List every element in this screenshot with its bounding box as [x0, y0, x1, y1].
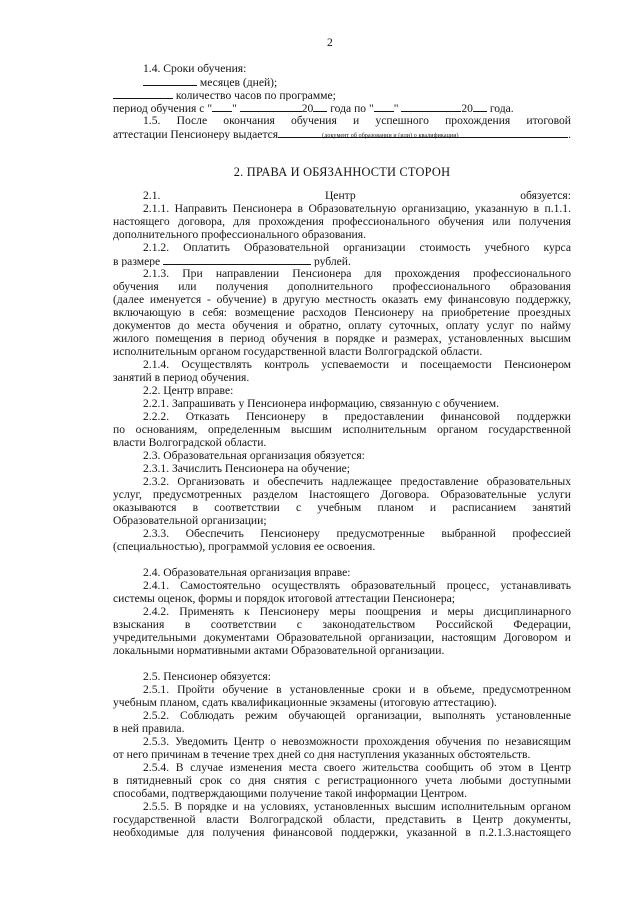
months-blank	[143, 75, 197, 86]
page-number: 2	[327, 36, 333, 49]
body-line: в пятидневный срок со дня снятия с регистрационного учета любыми доступными	[113, 774, 571, 787]
hours-line: количество часов по программе;	[113, 88, 571, 101]
body-line: исполнительным органом государственной власти Волгоградской области.	[113, 345, 483, 358]
body-line: Образовательной организации;	[113, 514, 267, 527]
body-line: способами, подтверждающими получение такой информации Центром.	[113, 787, 467, 800]
body-line: 2.1.2. Оплатить Образовательной организации стоимость учебного курса	[143, 241, 571, 254]
body-line: включающую в себя: возмещение расходов Пенсионеру на приобретение проездных	[113, 306, 571, 319]
body-line: необходимые для получения финансовой поддержки, указанной в п.2.1.3.настоящего	[113, 826, 571, 839]
body-line: от него причинам в течение трех дней со дня наступления указанных обстоятельств.	[113, 748, 531, 761]
body-line: государственной власти Волгоградской области, представить в Центр документы,	[113, 813, 571, 826]
clause-1-4: 1.4. Сроки обучения:	[143, 62, 247, 75]
body-line: 2.5.2. Соблюдать режим обучающей организации, выполнять установленные	[143, 709, 571, 722]
body-line: 2.2.1. Запрашивать у Пенсионера информацию, связанную с обучением.	[143, 397, 500, 410]
body-line: по основаниям, определенным высшим исполнительным органом государственной	[113, 423, 571, 436]
body-line: 2.3.2. Организовать и обеспечить надлежащее предоставление образовательных	[143, 475, 571, 488]
body-line: 2.4.2. Применять к Пенсионеру меры поощрения и меры дисциплинарного	[143, 605, 571, 618]
body-line: взыскания в соответствии с законодательством Российской Федерации,	[113, 618, 571, 631]
body-line: 2.2. Центр вправе:	[143, 384, 234, 397]
body-line: дополнительного профессионального образования.	[113, 228, 366, 241]
body-line: учредительными документами Образовательной организации, настоящим Договором и	[113, 631, 571, 644]
body-line: 2.4.1. Самостоятельно осуществлять образовательный процесс, устанавливать	[143, 579, 571, 592]
body-line: 2.1. Центр обязуется:	[143, 189, 571, 202]
body-line: 2.3. Образовательная организация обязуется:	[143, 449, 365, 462]
months-line: месяцев (дней);	[113, 75, 571, 88]
certificate-line: аттестации Пенсионеру выдается (документ об образовании и (или) о квалификации) .	[113, 128, 571, 140]
body-line: 2.5.3. Уведомить Центр о невозможности прохождения обучения по независящим	[143, 735, 571, 748]
document-blank	[278, 127, 568, 138]
body-line: 2.5. Пенсионер обязуется:	[143, 670, 271, 683]
section-2-heading: 2. ПРАВА И ОБЯЗАННОСТИ СТОРОН	[233, 165, 451, 179]
body-line: настоящего договора, для прохождения профессионального обучения или получения	[113, 215, 571, 228]
document-note: (документ об образовании и (или) о квалификации)	[322, 133, 459, 139]
body-line: 2.3.1. Зачислить Пенсионера на обучение;	[143, 462, 351, 475]
body-line: 2.2.2. Отказать Пенсионеру в предоставлении финансовой поддержки	[143, 410, 571, 423]
period-line: период обучения с " " 20 года по " " 20 года.	[113, 102, 514, 114]
body-line: (далее именуется - обучение) в другую местность оказать ему финансовую поддержку,	[113, 293, 571, 306]
body-line: (специальностью), программой условия ее освоения.	[113, 540, 376, 553]
body-line: 2.5.1. Пройти обучение в установленные сроки и в объеме, предусмотренном	[143, 683, 571, 696]
body-line: власти Волгоградской области.	[113, 436, 267, 449]
course-cost-line: в размере рублей.	[113, 255, 351, 267]
paragraph-gap	[113, 553, 571, 566]
body-line: услуг, предусмотренных разделом Iнастоящего Договора. Образовательные услуги	[113, 488, 571, 501]
body-line: 2.4. Образовательная организация вправе:	[143, 566, 351, 579]
clause-1-5: 1.5. После окончания обучения и успешного прохождения итоговой	[143, 114, 571, 127]
body-line: локальными нормативными актами Образовательной организации.	[113, 644, 445, 657]
amount-blank	[163, 254, 311, 265]
body-line: документов до места обучения и обратно, оплату суточных, оплату услуг по найму	[113, 319, 571, 332]
body-line: жилого помещения в период обучения в порядке и размерах, установленных высшим	[113, 332, 571, 345]
body-line: обучения или получения дополнительного профессионального образования	[113, 280, 571, 293]
body-line: 2.3.3. Обеспечить Пенсионеру предусмотренные выбранной профессией	[143, 527, 571, 540]
paragraph-gap	[113, 657, 571, 670]
section-2-body	[113, 189, 571, 839]
body-line: 2.5.5. В порядке и на условиях, установленных высшим исполнительным органом	[143, 800, 571, 813]
body-line: в ней правила.	[113, 722, 185, 735]
section-1-tail	[113, 62, 571, 140]
body-line: 2.5.4. В случае изменения места своего жительства сообщить об этом в Центр	[143, 761, 571, 774]
hours-blank	[113, 88, 173, 99]
body-line: системы оценок, формы и порядок итоговой аттестации Пенсионера;	[113, 592, 456, 605]
body-line: занятий в период обучения.	[113, 371, 250, 384]
body-line: 2.1.1. Направить Пенсионера в Образовательную организацию, указанную в п.1.1.	[143, 202, 571, 215]
body-line: оказываются в соответствии с учебным планом и расписанием занятий	[113, 501, 571, 514]
body-line: учебным планом, сдать квалификационные экзамены (итоговую аттестацию).	[113, 696, 497, 709]
body-line: 2.1.3. При направлении Пенсионера для прохождения профессионального	[143, 267, 571, 280]
body-line: 2.1.4. Осуществлять контроль успеваемости и посещаемости Пенсионером	[143, 358, 571, 371]
